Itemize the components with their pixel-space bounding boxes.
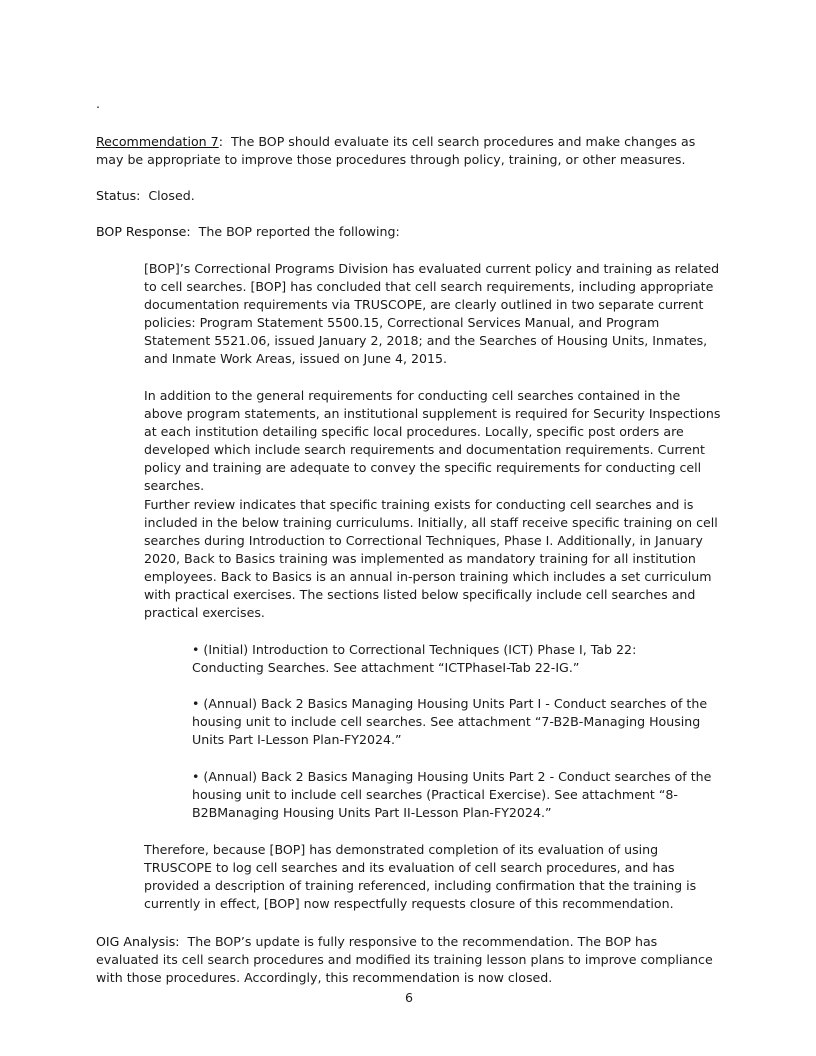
- page-number: 6: [404, 990, 413, 1005]
- status-value: Closed.: [148, 188, 195, 203]
- recommendation-label: Recommendation 7: [96, 134, 219, 149]
- bullet-item-2: • (Annual) Back 2 Basics Managing Housing Units Part I - Conduct searches of the housing unit to include cell searches. See attachment “7-B2B-Managing Housing Units Part I-Lesson Plan-FY2024.”: [192, 696, 708, 747]
- status-paragraph: [96, 187, 722, 205]
- bullet-item-1: • (Initial) Introduction to Correctional Techniques (ICT) Phase I, Tab 22: Conducting Searches. See attachment “ICTPhaseI-Tab 22-IG.”: [192, 642, 637, 675]
- bop-response-intro: The BOP reported the following:: [198, 224, 400, 239]
- recommendation-paragraph: [96, 133, 722, 169]
- oig-analysis-text: The BOP’s update is fully responsive to the recommendation. The BOP has evaluated its cell search procedures and modified its training lesson plans to improve compliance with those procedures. Accordingly, this recommendation is now closed.: [96, 934, 713, 985]
- quote-paragraph-2: In addition to the general requirements for conducting cell searches contained in the above program statements, an institutional supplement is required for Security Inspections at each institution detailing specific local procedures. Locally, specific post orders are developed which include search requirements and documentation requirements. Current policy and training are adequate to convey the specific requirements for conducting cell searches.: [144, 388, 721, 493]
- status-label: Status:: [96, 188, 141, 203]
- bullet-item-3: • (Annual) Back 2 Basics Managing Housing Units Part 2 - Conduct searches of the housing unit to include cell searches (Practical Exercise). See attachment “8-B2BManaging Housing Units Part II-Lesson Plan-FY2024.”: [192, 769, 712, 820]
- bop-response-label: BOP Response:: [96, 224, 191, 239]
- recommendation-text: The BOP should evaluate its cell search procedures and make changes as may be appropriate to improve those procedures through policy, training, or other measures.: [96, 134, 696, 167]
- recommendation-colon: :: [218, 134, 223, 149]
- bop-response-paragraph: [96, 223, 722, 241]
- quote-paragraph-1: [BOP]’s Correctional Programs Division has evaluated current policy and training as related to cell searches. [BOP] has concluded that cell search requirements, including appropriate documentation requirements via TRUSCOPE, are clearly outlined in two separate current policies: Program Statement 5500.15, Correctional Services Manual, and Program Statement 5521.06, issued January 2, 2018; and the Searches of Housing Units, Inmates, and Inmate Work Areas, issued on June 4, 2015.: [144, 261, 720, 366]
- oig-analysis-paragraph: [96, 933, 722, 987]
- oig-analysis-label: OIG Analysis:: [96, 934, 180, 949]
- closing-paragraph: Therefore, because [BOP] has demonstrated completion of its evaluation of using TRUSCOPE to log cell searches and its evaluation of cell search procedures, and has provided a description of training referenced, including confirmation that the training is currently in effect, [BOP] now respectfully requests closure of this recommendation.: [144, 842, 697, 911]
- leading-mark: .: [96, 96, 101, 111]
- quote-paragraph-3: Further review indicates that specific training exists for conducting cell searches and is included in the below training curriculums. Initially, all staff receive specific training on cell searches during Introduction to Correctional Techniques, Phase I. Additionally, in January 2020, Back to Basics training was implemented as mandatory training for all institution employees. Back to Basics is an annual in-person training which includes a set curriculum with practical exercises. The sections listed below specifically include cell searches and practical exercises.: [144, 497, 718, 620]
